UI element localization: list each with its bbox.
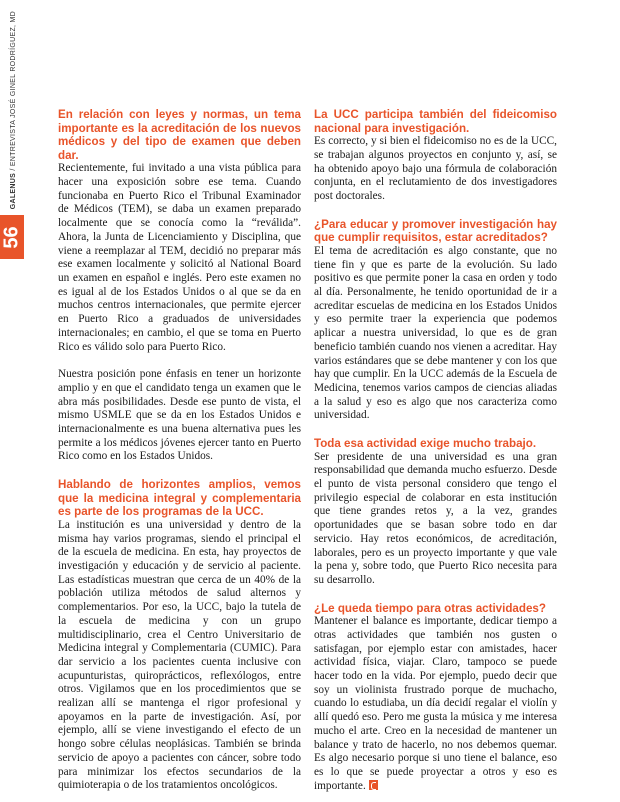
section-gap <box>314 204 557 218</box>
section-gap <box>58 464 301 478</box>
section-gap <box>314 588 557 602</box>
answer-text: Mantener el balance es importante, dedicar tiempo a otras actividades que también nos gusten o satisfagan, por ejemplo estar con amistades, hacer actividad física, viajar. Claro, tampoco se puede hacer todo en la vida. Por ejemplo, puedo decir que soy un violinista frustrado porque de muchacho, cuando lo estudiaba, un día decidí regalar el violín y allí quedó eso. Pero me gusta la música y me interesa mucho el arte. Creo en la necesidad de mantener un balance y trato de hacerlo, no nos debemos quemar. Es algo necesario porque si uno tiene el balance, eso es lo que se puede proyectar a otros y eso es importante. <box>314 615 557 792</box>
running-head <box>4 10 22 209</box>
question-heading: Toda esa actividad exige mucho trabajo. <box>314 437 537 451</box>
paragraph-gap <box>58 354 301 368</box>
question-heading: La UCC participa también del fideicomiso nacional para investigación. <box>314 108 557 135</box>
answer-paragraph: El tema de acreditación es algo constante, que no tiene fin y que es parte de la evolución. Su lado positivo es que permite poner la casa en orden y todo al día. Personalmente, he tenido oportunidad de ir a acreditar escuelas de medicina en los Estados Unidos y eso permite traer la experiencia que podemos aplicar a nuestra universidad, lo que es de gran beneficio también cuando nos vienen a acreditar. Hay varios estándares que se debe mantener y con los que hay que cumplir. En la UCC además de la Escuela de Medicina, tenemos varios campos de ciencias aliadas a la salud y eso es algo que nos caracteriza como universidad. <box>314 244 557 422</box>
answer-paragraph: Es correcto, y si bien el fideicomiso no es de la UCC, se trabajan algunos proyectos en conjunto y, así, se ha obtenido apoyo bajo una fórmula de colaboración conjunta, en el reclutamiento de dos investigadores post doctorales. <box>314 135 557 202</box>
page-number: 56 <box>0 225 23 249</box>
answer-paragraph: Ser presidente de una universidad es una gran responsabilidad que demanda mucho esfuerzo. Desde el punto de vista personal considero que tengo el privilegio especial de colaborar en esta institución que tiene grandes retos y, a la vez, grandes oportunidades que se basan sobre todo en dar servicio. Hay retos económicos, de acreditación, laborales, pero es un proyecto importante y que vale la pena y, sobre todo, que Puerto Rico necesita para su desarrollo. <box>314 450 557 586</box>
page-number-tab <box>0 215 24 259</box>
answer-paragraph: La institución es una universidad y dentro de la misma hay varios programas, siendo el principal el de la escuela de medicina. En esta, hay proyectos de investigación y educación y de servicio al paciente. Las estadísticas muestran que cerca de un 40% de la población utiliza métodos de salud alternos y complementarios. Por eso, la UCC, bajo la tutela de la escuela de medicina y con un grupo multidisciplinario, crea el Centro Universitario de Medicina integral y Complementaria (CUMIC). Para dar servicio a los pacientes cuenta inclusive con acupunturistas, quiroprácticos, reflexólogos, entre otros. Vigilamos que en los procedimientos que se realizan allí se mantenga el rigor profesional y apoyamos en la parte de investigación. Así, por ejemplo, allí se viene investigando el efecto de un hongo sobre células neoplásicas. También se brinda servicio de apoyo a pacientes con cáncer, sobre todo para minimizar los efectos secundarios de la quimioterapia o de los tratamientos oncológicos. <box>58 518 301 792</box>
end-of-article-icon <box>369 780 378 790</box>
left-column <box>58 108 301 793</box>
right-column <box>314 108 557 793</box>
final-paragraph <box>314 615 557 793</box>
magazine-name: GALENUS <box>9 172 17 209</box>
answer-paragraph: Recientemente, fui invitado a una vista pública para hacer una exposición sobre ese tema. Cuando funcionaba en Puerto Rico el Tribunal Examinador de Médicos (TEM), se daba un examen preparado localmente que se conocía como la “reválida”. Ahora, la Junta de Licenciamiento y Disciplina, que viene a reemplazar al TEM, decidió no preparar más ese examen localmente y solicitó al National Board un examen en español e inglés. Pero este examen no es igual al de los Estados Unidos o al que se da en muchos centros internacionales, que permite ejercer en Puerto Rico a graduados de universidades internacionales; en cambio, el que se toma en Puerto Rico es válido solo para Puerto Rico. <box>58 162 301 353</box>
running-head-text <box>10 11 17 209</box>
section-gap <box>314 423 557 437</box>
side-margin <box>0 0 26 802</box>
article-section: / ENTREVISTA JOSÉ GINEL RODRÍGUEZ, MD <box>9 10 17 173</box>
question-heading: ¿Le queda tiempo para otras actividades? <box>314 601 546 615</box>
answer-paragraph: Nuestra posición pone énfasis en tener un horizonte amplio y en que el candidato tenga un examen que le abra más posibilidades. Desde ese punto de vista, el mismo USMLE que se da en los Estados Unidos e internacionalmente es una buena alternativa pues les permite a los médicos jóvenes ejercer tanto en Puerto Rico como en los Estados Unidos. <box>58 368 301 463</box>
question-heading: En relación con leyes y normas, un tema importante es la acreditación de los nuevos médicos y del tipo de examen que deben dar. <box>58 108 301 162</box>
question-heading: ¿Para educar y promover investigación hay que cumplir requisitos, estar acreditados? <box>314 217 557 245</box>
question-heading: Hablando de horizontes amplios, vemos que la medicina integral y complementaria es parte de los programas de la UCC. <box>58 478 301 519</box>
